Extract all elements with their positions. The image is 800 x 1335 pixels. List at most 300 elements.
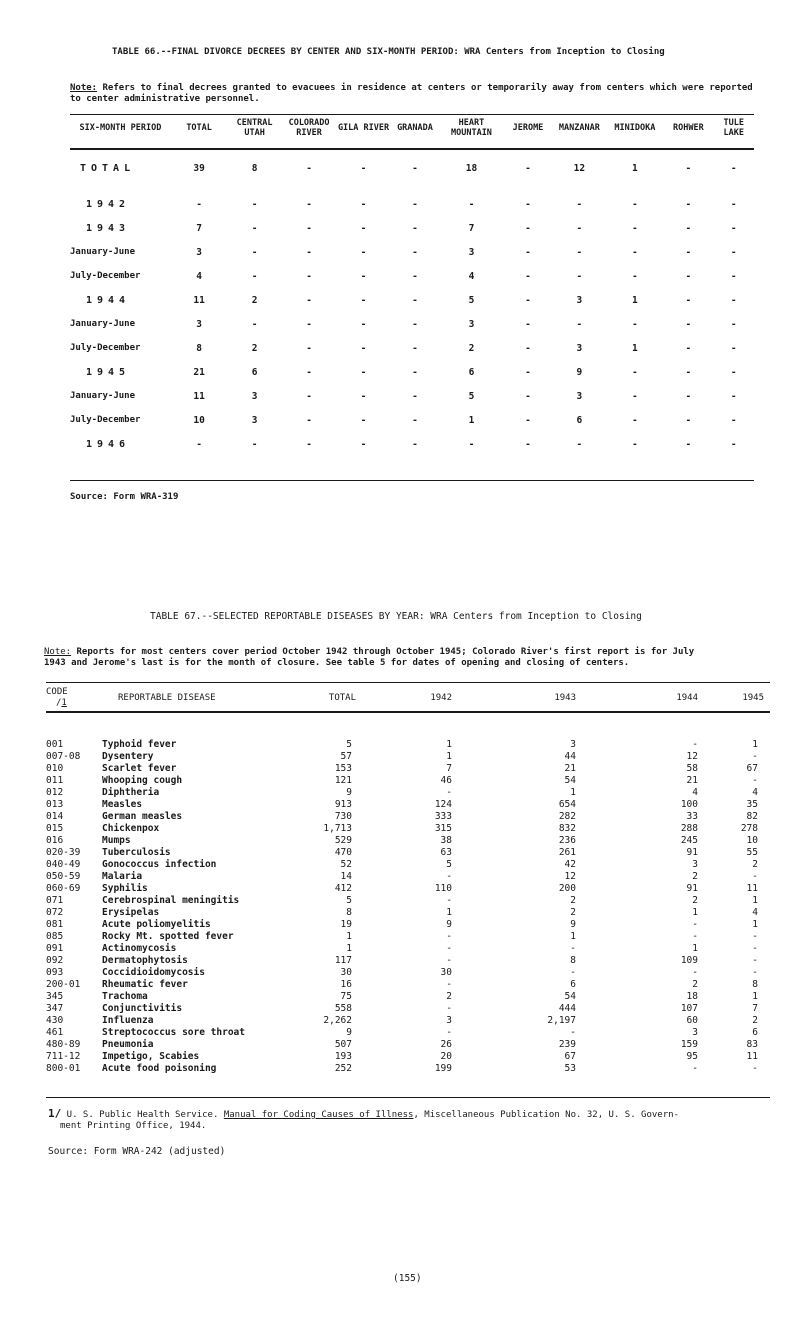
table67-1944: 21 xyxy=(686,775,698,786)
table67-note-line1 xyxy=(44,647,774,658)
table66-cell: - xyxy=(576,222,583,234)
table67-code: 711-12 xyxy=(46,1051,81,1062)
table67-1943: 261 xyxy=(558,847,576,858)
table67-1945: 11 xyxy=(746,1051,758,1062)
table67-1945: 278 xyxy=(740,823,758,834)
table67-row xyxy=(46,883,770,895)
table67-1943: 6 xyxy=(570,979,576,990)
table67-total: 14 xyxy=(340,871,352,882)
table67-1944: 107 xyxy=(680,1003,698,1014)
table66-spacer-row xyxy=(70,144,754,156)
table66-row xyxy=(70,264,754,288)
table66-cell: 6 xyxy=(468,366,475,378)
table67-footnote xyxy=(48,1108,768,1132)
table66-header-8: MANZANAR xyxy=(558,123,600,133)
table67-row xyxy=(46,751,770,763)
table67-total: 1 xyxy=(346,943,352,954)
table66-cell: - xyxy=(306,342,312,354)
table67-1943: 54 xyxy=(564,991,576,1002)
table66-cell: - xyxy=(306,438,312,450)
table66-cell: 18 xyxy=(465,162,478,174)
table67-code: 093 xyxy=(46,967,64,978)
table67-code: 012 xyxy=(46,787,64,798)
table67-row xyxy=(46,763,770,775)
table67-total: 75 xyxy=(340,991,352,1002)
table67-1943: 236 xyxy=(558,835,576,846)
table67-disease: Erysipelas xyxy=(102,907,160,918)
table66-cell: - xyxy=(576,270,583,282)
table66-row-label: 1946 xyxy=(86,438,131,450)
table66-cell: 2 xyxy=(251,294,258,306)
table66-row xyxy=(70,432,754,456)
table67-1943: 2 xyxy=(570,895,576,906)
table67-code: 020-39 xyxy=(46,847,81,858)
table67-row xyxy=(46,835,770,847)
table66-cell: 5 xyxy=(468,390,475,402)
table66-source: Source: Form WRA-319 xyxy=(70,492,179,502)
table66-cell: - xyxy=(525,198,531,210)
table67-total: 121 xyxy=(334,775,352,786)
table66-header-2: CENTRAL UTAH xyxy=(236,118,273,138)
table67-1945: 35 xyxy=(746,799,758,810)
table67-1945: 67 xyxy=(746,763,758,774)
table67-note xyxy=(44,647,774,669)
table67-top-rule xyxy=(46,682,770,683)
table67-row xyxy=(46,871,770,883)
table67-1944: 288 xyxy=(680,823,698,834)
table66-cell: - xyxy=(251,318,258,330)
table66-cell: - xyxy=(360,246,367,258)
table67-row xyxy=(46,847,770,859)
table67-disease: Influenza xyxy=(102,1015,154,1026)
table67-header-code-label: CODE xyxy=(46,687,68,697)
table67-1942: 46 xyxy=(440,775,452,786)
table66-row xyxy=(70,216,754,240)
table66-cell: - xyxy=(632,390,638,402)
table67-disease: Coccidioidomycosis xyxy=(102,967,205,978)
table67-1942: 1 xyxy=(446,739,452,750)
table67-bottom-rule xyxy=(46,1097,770,1098)
table66-cell: - xyxy=(360,162,367,174)
table67-1944: - xyxy=(692,1063,698,1074)
table66-cell: - xyxy=(360,318,367,330)
table67-note-label: Note: xyxy=(44,647,72,657)
table67-1944: 91 xyxy=(686,883,698,894)
table67-1942: 110 xyxy=(434,883,452,894)
table66-body xyxy=(70,144,754,456)
table66-header-9: MINIDOKA xyxy=(614,123,656,133)
table67-body xyxy=(46,713,770,1075)
table66-cell: - xyxy=(685,342,692,354)
table67-1945: - xyxy=(752,751,758,762)
table66-cell: 8 xyxy=(196,342,202,354)
table67-1943: 54 xyxy=(564,775,576,786)
table66-cell: 1 xyxy=(632,294,638,306)
table67-note-line2: 1943 and Jerome's last is for the month of closure. See table 5 for dates of opening and closing of centers. xyxy=(44,658,630,668)
table67-disease: Dysentery xyxy=(102,751,154,762)
table66-header-row xyxy=(70,114,754,144)
table66-cell: - xyxy=(412,390,418,402)
table66-cell: 5 xyxy=(468,294,475,306)
table66-cell: - xyxy=(360,438,367,450)
table66-header-4: GILA RIVER xyxy=(337,123,390,133)
table66-cell: 7 xyxy=(468,222,475,234)
table66-row xyxy=(70,360,754,384)
table67-disease: Chickenpox xyxy=(102,823,160,834)
table67-1943: 1 xyxy=(570,787,576,798)
table66-cell: 39 xyxy=(193,162,205,174)
table66-row-label: TOTAL xyxy=(80,162,136,174)
table66-cell: - xyxy=(730,414,737,426)
table67-total: 5 xyxy=(346,739,352,750)
table67-1945: 1 xyxy=(752,739,758,750)
table66-cell: - xyxy=(360,342,367,354)
table66-row-label: July-December xyxy=(70,271,141,281)
table67-code: 013 xyxy=(46,799,64,810)
table66-cell: 1 xyxy=(632,342,638,354)
table67-1944: 3 xyxy=(692,1027,698,1038)
table66-row xyxy=(70,192,754,216)
table67-1942: - xyxy=(446,1003,452,1014)
table66-header-11: TULE LAKE xyxy=(723,118,745,138)
table66-cell: - xyxy=(685,270,692,282)
table66-row-label: January-June xyxy=(70,247,136,257)
table67-1942: 38 xyxy=(440,835,452,846)
table66-cell: - xyxy=(730,390,737,402)
table66-row-label: January-June xyxy=(70,391,136,401)
table67-footnote-line2: ment Printing Office, 1944. xyxy=(60,1121,207,1131)
table67-code: 480-89 xyxy=(46,1039,81,1050)
table67-disease: Trachoma xyxy=(102,991,148,1002)
table66-cell: - xyxy=(525,342,531,354)
table66-cell: - xyxy=(685,438,692,450)
table66-header-5: GRANADA xyxy=(397,123,433,133)
table67-1942: - xyxy=(446,943,452,954)
table67-1945: 11 xyxy=(746,883,758,894)
table67-total: 412 xyxy=(334,883,352,894)
footnote-title: Manual for Coding Causes of Illness xyxy=(223,1110,414,1120)
table67-disease: Actinomycosis xyxy=(102,943,177,954)
table67-disease: Cerebrospinal meningitis xyxy=(102,895,240,906)
table66-cell: - xyxy=(196,438,202,450)
table67-1944: 4 xyxy=(692,787,698,798)
table66-row-label: 1943 xyxy=(86,222,131,234)
table67-1942: 333 xyxy=(434,811,452,822)
table67-row xyxy=(46,895,770,907)
table67-disease: Typhoid fever xyxy=(102,739,177,750)
table67-1942: - xyxy=(446,1027,452,1038)
table66-header-7: JEROME xyxy=(512,123,544,133)
table66-cell: - xyxy=(251,222,258,234)
table67-disease: Scarlet fever xyxy=(102,763,177,774)
table66-cell: - xyxy=(251,198,258,210)
table66-cell: - xyxy=(632,198,638,210)
table66 xyxy=(70,114,754,456)
table67-footnote-line1 xyxy=(48,1108,768,1121)
table66-cell: 3 xyxy=(576,342,583,354)
table66-cell: 3 xyxy=(576,390,583,402)
table66-cell: - xyxy=(730,318,737,330)
table67-total: 252 xyxy=(334,1063,352,1074)
table67-code: 015 xyxy=(46,823,64,834)
table67-1942: - xyxy=(446,895,452,906)
table67-1943: 2,197 xyxy=(547,1015,576,1026)
table66-cell: - xyxy=(525,318,531,330)
table66-cell: - xyxy=(306,198,312,210)
table67-1945: 83 xyxy=(746,1039,758,1050)
table67-total: 558 xyxy=(334,1003,352,1014)
table67-1942: 26 xyxy=(440,1039,452,1050)
table67-disease: Malaria xyxy=(102,871,143,882)
table66-row xyxy=(70,240,754,264)
table67-spacer-row xyxy=(46,713,770,739)
table66-cell: 4 xyxy=(468,270,475,282)
table67-code: 040-49 xyxy=(46,859,81,870)
table67-header-rule xyxy=(46,711,770,713)
table67-1943: - xyxy=(570,943,576,954)
table67-disease: Whooping cough xyxy=(102,775,183,786)
table67-1943: 2 xyxy=(570,907,576,918)
table66-cell: - xyxy=(730,246,737,258)
table67-row xyxy=(46,967,770,979)
table67-1944: - xyxy=(692,967,698,978)
table66-cell: 3 xyxy=(196,246,202,258)
table67-1942: - xyxy=(446,979,452,990)
table66-cell: - xyxy=(412,366,418,378)
table67-disease: Impetigo, Scabies xyxy=(102,1051,200,1062)
table66-cell: - xyxy=(576,246,583,258)
table66-header-10: ROHWER xyxy=(672,123,704,133)
table67-source: Source: Form WRA-242 (adjusted) xyxy=(48,1146,226,1157)
table66-cell: - xyxy=(730,366,737,378)
table67-1942: 9 xyxy=(446,919,452,930)
table67-total: 9 xyxy=(346,1027,352,1038)
table67-code: 347 xyxy=(46,1003,64,1014)
table66-cell: - xyxy=(632,246,638,258)
table67-1944: 2 xyxy=(692,895,698,906)
table66-cell: - xyxy=(730,438,737,450)
table67-row xyxy=(46,1003,770,1015)
table66-cell: - xyxy=(730,162,737,174)
table67-total: 8 xyxy=(346,907,352,918)
table67-row xyxy=(46,811,770,823)
table67-disease: Acute poliomyelitis xyxy=(102,919,211,930)
table66-cell: - xyxy=(576,198,583,210)
table66-cell: - xyxy=(685,246,692,258)
table67-1942: 5 xyxy=(446,859,452,870)
table67-1942: 63 xyxy=(440,847,452,858)
table66-cell: 7 xyxy=(196,222,202,234)
table67-1943: 1 xyxy=(570,931,576,942)
table66-cell: - xyxy=(685,162,692,174)
table67-disease: Rheumatic fever xyxy=(102,979,188,990)
table66-cell: 11 xyxy=(193,390,205,402)
table67-header-code-ref: /1 xyxy=(56,698,67,708)
table67-total: 52 xyxy=(340,859,352,870)
table67-disease: Conjunctivitis xyxy=(102,1003,183,1014)
table67-1945: - xyxy=(752,955,758,966)
table66-cell: - xyxy=(306,162,312,174)
table67-disease: Tuberculosis xyxy=(102,847,171,858)
table66-cell: - xyxy=(576,318,583,330)
table67-header-1944: 1944 xyxy=(676,692,698,703)
table66-header-1: TOTAL xyxy=(186,123,212,133)
table66-cell: - xyxy=(632,438,638,450)
table67-1943: - xyxy=(570,967,576,978)
table67-1945: 8 xyxy=(752,979,758,990)
table66-header-3: COLORADO RIVER xyxy=(288,118,330,138)
table66-spacer-row xyxy=(70,180,754,192)
table67-1943: - xyxy=(570,1027,576,1038)
table66-cell: - xyxy=(525,294,531,306)
table67-row xyxy=(46,1051,770,1063)
table66-cell: - xyxy=(468,438,475,450)
table66-cell: - xyxy=(412,162,418,174)
table67-code: 071 xyxy=(46,895,64,906)
table67-total: 1 xyxy=(346,931,352,942)
footnote-marker: 1/ xyxy=(48,1107,62,1120)
table67-1944: 1 xyxy=(692,943,698,954)
table67-header-row xyxy=(46,684,770,713)
table66-cell: - xyxy=(412,198,418,210)
table67-code: 461 xyxy=(46,1027,64,1038)
table66-row xyxy=(70,336,754,360)
table66-cell: - xyxy=(576,438,583,450)
table67-row xyxy=(46,943,770,955)
table67-1944: - xyxy=(692,931,698,942)
table67-1945: 7 xyxy=(752,1003,758,1014)
table67-1943: 282 xyxy=(558,811,576,822)
table66-note-label: Note: xyxy=(70,83,98,93)
table67-total: 117 xyxy=(334,955,352,966)
table66-cell: - xyxy=(632,366,638,378)
table66-cell: 2 xyxy=(468,342,475,354)
table66-row xyxy=(70,408,754,432)
table66-cell: 3 xyxy=(251,414,258,426)
table67-1945: 6 xyxy=(752,1027,758,1038)
table66-cell: - xyxy=(632,270,638,282)
table67-code: 081 xyxy=(46,919,64,930)
table67-1944: 12 xyxy=(686,751,698,762)
table66-cell: - xyxy=(412,414,418,426)
table66-cell: - xyxy=(306,222,312,234)
table66-cell: - xyxy=(306,318,312,330)
table67-total: 9 xyxy=(346,787,352,798)
table66-cell: - xyxy=(306,390,312,402)
table67-1943: 9 xyxy=(570,919,576,930)
table67-header-code xyxy=(46,684,102,713)
table67-1943: 44 xyxy=(564,751,576,762)
table66-cell: - xyxy=(412,270,418,282)
table66-cell: - xyxy=(525,414,531,426)
table67-1945: - xyxy=(752,1063,758,1074)
table66-cell: - xyxy=(685,414,692,426)
table67-1944: 100 xyxy=(680,799,698,810)
table67-header-1943: 1943 xyxy=(554,692,576,703)
table67-1944: 2 xyxy=(692,979,698,990)
table67-1945: 2 xyxy=(752,1015,758,1026)
table67-1945: 4 xyxy=(752,907,758,918)
table66-cell: - xyxy=(685,222,692,234)
table66-cell: - xyxy=(306,270,312,282)
table66-cell: 11 xyxy=(193,294,205,306)
table67-1944: 60 xyxy=(686,1015,698,1026)
table66-row xyxy=(70,288,754,312)
table66-cell: - xyxy=(525,162,531,174)
table66-row xyxy=(70,384,754,408)
table67-1943: 8 xyxy=(570,955,576,966)
table67-code: 092 xyxy=(46,955,64,966)
table66-cell: - xyxy=(525,246,531,258)
table67-1942: 2 xyxy=(446,991,452,1002)
table67-row xyxy=(46,799,770,811)
table66-cell: - xyxy=(196,198,202,210)
table67-1943: 444 xyxy=(558,1003,576,1014)
table67-total: 913 xyxy=(334,799,352,810)
table67 xyxy=(46,684,770,1075)
table67-row xyxy=(46,775,770,787)
table66-cell: 8 xyxy=(251,162,258,174)
table66-cell: 21 xyxy=(193,366,205,378)
table66-cell: - xyxy=(360,294,367,306)
table67-row xyxy=(46,1039,770,1051)
table67-code: 800-01 xyxy=(46,1063,81,1074)
table67-1945: 4 xyxy=(752,787,758,798)
table66-cell: - xyxy=(251,438,258,450)
table66-row-label: January-June xyxy=(70,319,136,329)
table67-1944: - xyxy=(692,739,698,750)
table66-header-rule xyxy=(70,148,754,150)
table66-cell: - xyxy=(632,222,638,234)
table66-cell: 3 xyxy=(468,246,475,258)
table67-row xyxy=(46,979,770,991)
table66-cell: - xyxy=(632,318,638,330)
table66-cell: - xyxy=(525,438,531,450)
table67-1945: - xyxy=(752,967,758,978)
table66-cell: - xyxy=(685,366,692,378)
table66-cell: - xyxy=(525,366,531,378)
table66-header-6: HEART MOUNTAIN xyxy=(450,118,492,138)
table67-1943: 53 xyxy=(564,1063,576,1074)
table66-cell: 9 xyxy=(576,366,583,378)
table67-total: 529 xyxy=(334,835,352,846)
table66-cell: 2 xyxy=(251,342,258,354)
table67-disease: Measles xyxy=(102,799,143,810)
table67-row xyxy=(46,907,770,919)
table67-total: 153 xyxy=(334,763,352,774)
table67-total: 19 xyxy=(340,919,352,930)
table67-disease: Mumps xyxy=(102,835,131,846)
table67-row xyxy=(46,931,770,943)
table66-row-label: 1944 xyxy=(86,294,131,306)
table67-1945: 55 xyxy=(746,847,758,858)
table66-cell: - xyxy=(306,294,312,306)
table67-row xyxy=(46,1015,770,1027)
table66-cell: 3 xyxy=(576,294,583,306)
table67-1944: 245 xyxy=(680,835,698,846)
table66-cell: - xyxy=(412,294,418,306)
table67-code: 007-08 xyxy=(46,751,81,762)
table67-code: 010 xyxy=(46,763,64,774)
table67-row xyxy=(46,955,770,967)
table67-code: 011 xyxy=(46,775,64,786)
table66-cell: - xyxy=(412,438,418,450)
table66-cell: - xyxy=(685,198,692,210)
table67-1943: 12 xyxy=(564,871,576,882)
table67-1944: - xyxy=(692,919,698,930)
table67-disease: Dermatophytosis xyxy=(102,955,188,966)
table67-code: 016 xyxy=(46,835,64,846)
